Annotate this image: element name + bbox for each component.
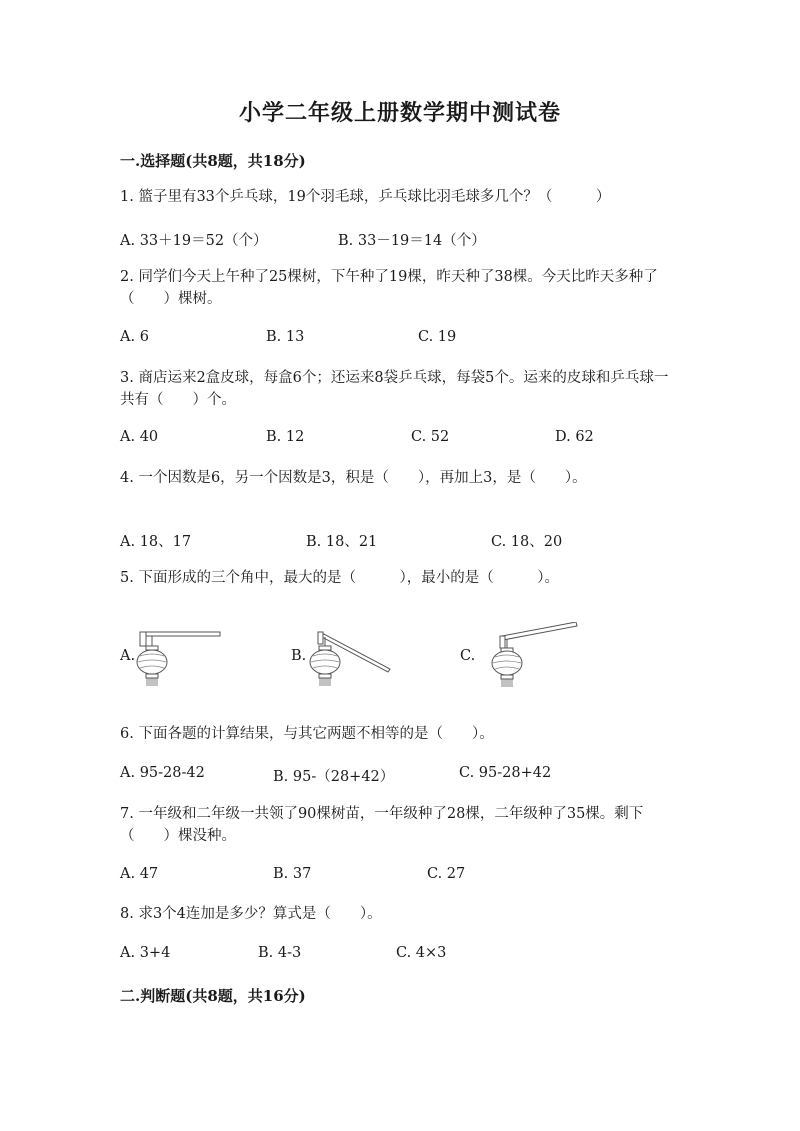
lantern-b-illustration bbox=[310, 632, 390, 686]
question-1-option-b: B. 33－19＝14（个） bbox=[338, 233, 486, 249]
question-3-option-a: A. 40 bbox=[120, 429, 159, 445]
section-heading-true-false: 二.判断题(共8题，共16分) bbox=[120, 987, 306, 1005]
question-4: 4. 一个因数是6，另一个因数是3，积是（ ），再加上3，是（ ）。 bbox=[120, 470, 587, 486]
section-heading-choice: 一.选择题(共8题，共18分) bbox=[120, 152, 306, 170]
question-5: 5. 下面形成的三个角中，最大的是（ ），最小的是（ ）。 bbox=[120, 570, 559, 586]
question-6-option-c: C. 95-28+42 bbox=[459, 765, 552, 781]
question-3-option-c: C. 52 bbox=[411, 429, 450, 445]
question-5-option-c: C. bbox=[460, 648, 476, 664]
question-2-option-c: C. 19 bbox=[418, 329, 457, 345]
question-4-option-c: C. 18、20 bbox=[491, 534, 563, 550]
question-8-option-c: C. 4×3 bbox=[396, 945, 447, 961]
lantern-a-illustration bbox=[137, 632, 220, 686]
question-3-option-b: B. 12 bbox=[266, 429, 305, 445]
question-6: 6. 下面各题的计算结果，与其它两题不相等的是（ ）。 bbox=[120, 726, 494, 742]
question-7-option-b: B. 37 bbox=[273, 866, 312, 882]
question-7-option-a: A. 47 bbox=[120, 866, 159, 882]
question-3-option-d: D. 62 bbox=[555, 429, 594, 445]
question-2-option-b: B. 13 bbox=[266, 329, 305, 345]
question-6-option-a: A. 95-28-42 bbox=[120, 765, 205, 781]
question-5-option-a: A. bbox=[120, 648, 136, 664]
question-8-option-a: A. 3+4 bbox=[120, 945, 171, 961]
question-7-option-c: C. 27 bbox=[427, 866, 466, 882]
question-5-option-b: B. bbox=[291, 648, 307, 664]
question-8-option-b: B. 4-3 bbox=[258, 945, 302, 961]
lantern-angle-figure bbox=[110, 622, 600, 690]
question-2-option-a: A. 6 bbox=[120, 329, 149, 345]
question-1: 1. 篮子里有33个乒乓球，19个羽毛球，乒乓球比羽毛球多几个？（ ） bbox=[120, 189, 611, 205]
question-4-option-b: B. 18、21 bbox=[306, 534, 378, 550]
page-title: 小学二年级上册数学期中测试卷 bbox=[238, 100, 561, 126]
question-2: 2. 同学们今天上午种了25棵树，下午种了19棵，昨天种了38棵。今天比昨天多种了（ ）棵树。 bbox=[120, 269, 658, 307]
lantern-c-illustration bbox=[492, 622, 577, 687]
question-8: 8. 求3个4连加是多少？算式是（ ）。 bbox=[120, 906, 382, 922]
question-3: 3. 商店运来2盒皮球，每盒6个；还运来8袋乒乓球，每袋5个。运来的皮球和乒乓球一共有（ ）个。 bbox=[120, 370, 669, 408]
question-4-option-a: A. 18、17 bbox=[120, 534, 192, 550]
question-6-option-b: B. 95-（28+42） bbox=[273, 769, 395, 785]
question-7: 7. 一年级和二年级一共领了90棵树苗，一年级种了28棵，二年级种了35棵。剩下（ ）棵没种。 bbox=[120, 806, 644, 844]
question-1-option-a: A. 33＋19＝52（个） bbox=[120, 233, 268, 249]
